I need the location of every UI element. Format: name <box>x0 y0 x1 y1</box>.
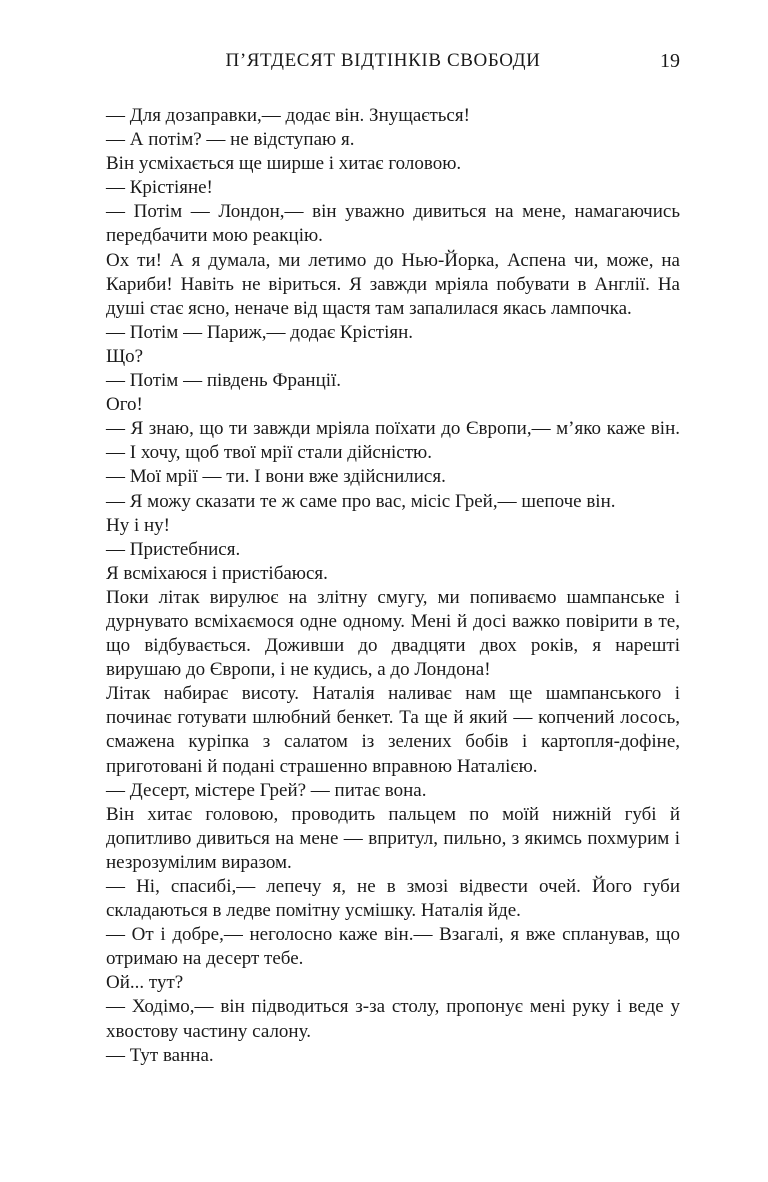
paragraph: Поки літак вирулює на злітну смугу, ми попиваємо шампанське і дурнувато всміхаємося одне одному. Мені й досі важко повірити в те, що відбувається. Доживши до двадцяти двох років, я нарешті вирушаю до Європи, і не кудись, а до Лондона! <box>106 586 680 681</box>
paragraph: — Потім — Лондон,— він уважно дивиться на мене, намагаючись передбачити мою реакцію. <box>106 201 680 247</box>
paragraph: Ох ти! А я думала, ми летимо до Нью-Йорка, Аспена чи, може, на Кариби! Навіть не віриться. Я завжди мріяла побувати в Англії. На душі стає ясно, неначе від щастя там запалилася якась лампочка. <box>106 249 680 319</box>
paragraph: — От і добре,— неголосно каже він.— Взагалі, я вже спланував, що отримаю на десерт тебе. <box>106 924 680 970</box>
paragraph: Літак набирає висоту. Наталія наливає нам ще шампанського і починає готувати шлюбний бенкет. Та ще й який — копчений лосось, смажена куріпка з салатом із зелених бобів і картопля-дофіне, приготовані й подані страшенно вправною Наталією. <box>106 683 680 777</box>
paragraph: Що? <box>106 345 144 367</box>
page-number: 19 <box>660 50 680 72</box>
paragraph: Ого! <box>106 394 143 416</box>
paragraph: — Ні, спасибі,— лепечу я, не в змозі відвести очей. Його губи складаються в ледве помітну усмішку. Наталія йде. <box>106 876 680 922</box>
paragraph: — Для дозаправки,— додає він. Знущається! <box>106 105 470 126</box>
paragraph: — Мої мрії — ти. І вони вже здійснилися. <box>106 466 446 488</box>
running-title: П’ЯТДЕСЯТ ВІДТІНКІВ СВОБОДИ <box>225 50 541 71</box>
body-text <box>106 104 680 1068</box>
paragraph: Він усміхається ще ширше і хитає головою. <box>106 153 462 175</box>
paragraph: — А потім? — не відступаю я. <box>106 129 355 151</box>
paragraph: — Десерт, містере Грей? — питає вона. <box>106 779 427 801</box>
paragraph: Я всміхаюся і пристібаюся. <box>106 562 328 584</box>
paragraph: — Ходімо,— він підводиться з-за столу, пропонує мені руку і веде у хвостову частину салону. <box>106 996 680 1042</box>
paragraph: — Тут ванна. <box>106 1044 214 1066</box>
paragraph: Ой... тут? <box>106 972 184 994</box>
paragraph: Ну і ну! <box>106 514 170 536</box>
paragraph: — Пристебнися. <box>106 538 241 560</box>
paragraph: Він хитає головою, проводить пальцем по моїй нижній губі й допитливо дивиться на мене — впритул, пильно, з якимсь похмурим і незрозумілим виразом. <box>106 803 680 873</box>
paragraph: — Я знаю, що ти завжди мріяла поїхати до Європи,— м’яко каже він.— І хочу, щоб твої мрії стали дійсністю. <box>106 418 680 464</box>
paragraph: — Крістіяне! <box>106 177 213 199</box>
paragraph: — Я можу сказати те ж саме про вас, місіс Грей,— шепоче він. <box>106 490 616 512</box>
paragraph: — Потім — Париж,— додає Крістіян. <box>106 321 414 343</box>
paragraph: — Потім — південь Франції. <box>106 370 342 392</box>
running-head <box>0 46 768 76</box>
